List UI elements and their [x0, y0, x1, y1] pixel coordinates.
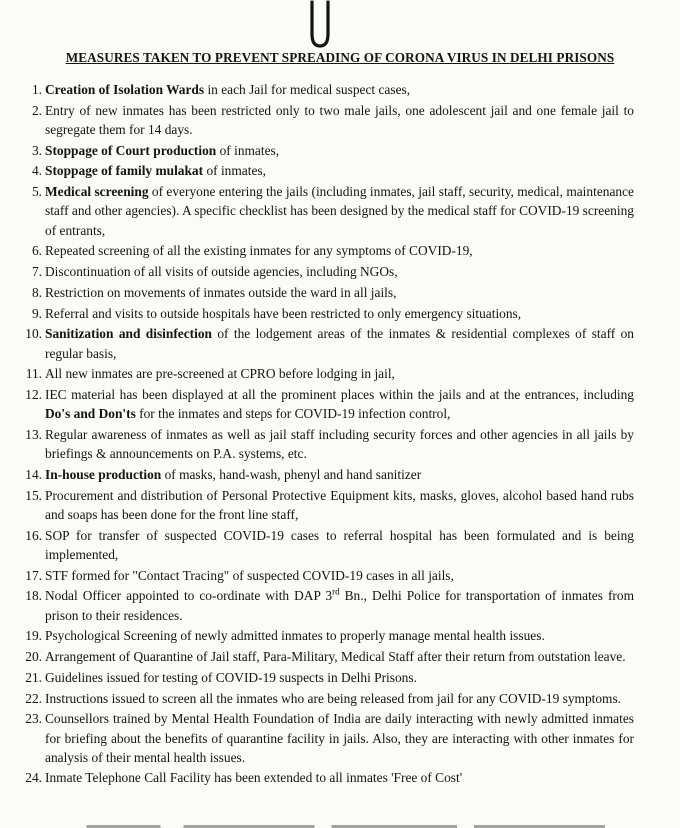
item-number: 21.	[25, 669, 42, 685]
list-item	[14, 161, 634, 180]
item-text	[45, 141, 634, 160]
item-emphasis: Stoppage of Court production	[45, 142, 217, 158]
item-text	[45, 182, 634, 240]
item-number: 8.	[31, 284, 42, 300]
item-emphasis: Medical screening	[45, 184, 149, 200]
list-item	[14, 304, 634, 323]
item-body: SOP for transfer of suspected COVID-19 cases to referral hospital has been formulated and is being implemented,	[45, 527, 634, 562]
item-text	[45, 385, 634, 423]
item-text	[45, 262, 634, 281]
item-tail: for the inmates and steps for COVID-19 infection control,	[135, 406, 451, 422]
item-text	[45, 283, 634, 302]
item-number: 6.	[31, 243, 42, 259]
list-item	[14, 141, 634, 160]
list-item	[14, 626, 634, 645]
list-item	[14, 526, 634, 564]
list-item	[14, 668, 634, 687]
list-item	[14, 709, 634, 767]
item-text	[45, 101, 634, 139]
item-number: 16.	[25, 527, 42, 543]
item-number: 4.	[31, 163, 42, 179]
item-tail: Bn., Delhi Police for transportation of inmates from prison to their residences.	[45, 588, 634, 623]
item-number: 12.	[25, 387, 42, 403]
list-item	[14, 486, 634, 524]
item-text	[45, 709, 634, 767]
item-number: 15.	[25, 487, 42, 503]
item-text	[45, 80, 634, 99]
list-item	[14, 689, 634, 708]
item-text	[45, 668, 634, 687]
item-body: Guidelines issued for testing of COVID-19 suspects in Delhi Prisons.	[45, 669, 417, 685]
item-text	[45, 161, 634, 180]
list-item	[14, 182, 634, 240]
cut-off-line	[58, 820, 628, 828]
list-item	[14, 262, 634, 281]
item-body: STF formed for "Contact Tracing" of suspected COVID-19 cases in all jails,	[45, 567, 454, 583]
item-body: Referral and visits to outside hospitals have been restricted to only emergency situations,	[45, 305, 522, 321]
item-text	[45, 304, 634, 323]
list-item	[14, 80, 634, 99]
item-text	[45, 425, 634, 463]
item-body: Procurement and distribution of Personal Protective Equipment kits, masks, gloves, alcohol based hand rubs and soaps has been done for the front line staff,	[45, 487, 634, 522]
item-number: 22.	[25, 690, 42, 706]
item-text	[45, 324, 634, 362]
item-emphasis: In-house production	[45, 466, 162, 482]
item-body: of the lodgement areas of the inmates & residential complexes of staff on regular basis,	[45, 326, 634, 361]
item-emphasis: Sanitization and disinfection	[45, 326, 212, 342]
item-number: 24.	[25, 770, 42, 786]
item-text	[45, 486, 634, 524]
item-number: 11.	[25, 366, 42, 382]
item-body: All new inmates are pre-screened at CPRO before lodging in jail,	[45, 366, 395, 382]
item-body: Psychological Screening of newly admitted inmates to properly manage mental health issues.	[45, 628, 545, 644]
item-number: 17.	[25, 567, 42, 583]
list-item	[14, 768, 634, 787]
item-body: Instructions issued to screen all the inmates who are being released from jail for any COVID-19 symptoms.	[45, 690, 622, 706]
list-item	[14, 465, 634, 484]
list-item	[14, 566, 634, 585]
item-body: in each Jail for medical suspect cases,	[204, 82, 411, 97]
item-body: Counsellors trained by Mental Health Foundation of India are daily interacting with newly admitted inmates for briefing about the benefits of quarantine facility in jails. Also, they are interacting with other inmates for analysis of their mental health issues.	[45, 711, 634, 765]
item-text	[45, 566, 634, 585]
item-number: 19.	[25, 628, 42, 644]
item-body: Repeated screening of all the existing inmates for any symptoms of COVID-19,	[45, 243, 473, 259]
item-text	[45, 626, 634, 645]
item-number: 20.	[25, 649, 42, 665]
item-number: 18.	[25, 588, 42, 604]
list-item	[14, 241, 634, 260]
item-text	[45, 768, 634, 787]
measures-list	[14, 80, 634, 789]
item-number: 1.	[31, 82, 42, 97]
list-item	[14, 586, 634, 624]
item-number: 13.	[25, 427, 42, 443]
item-text	[45, 689, 634, 708]
list-item	[14, 425, 634, 463]
list-item	[14, 324, 634, 362]
item-number: 14.	[25, 466, 42, 482]
handwritten-mark-icon	[300, 0, 340, 50]
item-number: 2.	[31, 102, 42, 118]
item-body: of inmates,	[216, 142, 280, 158]
item-emphasis: Creation of Isolation Wards	[45, 82, 205, 97]
item-text	[45, 647, 634, 666]
item-body: of masks, hand-wash, phenyl and hand sanitizer	[161, 466, 422, 482]
item-number: 10.	[25, 326, 42, 342]
item-number: 23.	[25, 711, 42, 727]
list-item	[14, 283, 634, 302]
item-body: Inmate Telephone Call Facility has been extended to all inmates 'Free of Cost'	[45, 770, 463, 786]
list-item	[14, 385, 634, 423]
list-item	[14, 364, 634, 383]
item-number: 3.	[31, 142, 42, 158]
item-superscript: rd	[332, 586, 340, 597]
item-body: Arrangement of Quarantine of Jail staff, Para-Military, Medical Staff after their return from outstation leave.	[45, 649, 626, 665]
item-body: Nodal Officer appointed to co-ordinate with DAP 3	[45, 588, 333, 604]
item-text	[45, 465, 634, 484]
item-body: Entry of new inmates has been restricted only to two male jails, one adolescent jail and one female jail to segregate them for 14 days.	[45, 102, 634, 137]
item-body: IEC material has been displayed at all the prominent places within the jails and at the entrances, including	[45, 387, 634, 403]
list-item	[14, 101, 634, 139]
item-text	[45, 364, 634, 383]
item-number: 9.	[31, 305, 42, 321]
item-body: Regular awareness of inmates as well as jail staff including security forces and other agencies in all jails by briefings & announcements on P.A. systems, etc.	[45, 427, 634, 462]
item-body: of everyone entering the jails (including inmates, jail staff, security, medical, maintenance staff and other agencies). A specific checklist has been designed by the medical staff for COVID-19 screening of entrants,	[45, 184, 634, 238]
item-emphasis: Stoppage of family mulakat	[45, 163, 204, 179]
item-body: of inmates,	[203, 163, 266, 179]
list-item	[14, 647, 634, 666]
item-text	[45, 586, 634, 624]
item-text	[45, 526, 634, 564]
item-number: 5.	[31, 184, 42, 200]
item-number: 7.	[31, 264, 42, 280]
page-title: MEASURES TAKEN TO PREVENT SPREADING OF CORONA VIRUS IN DELHI PRISONS	[65, 50, 615, 65]
item-emphasis: Do's and Don'ts	[45, 406, 136, 422]
item-body: Restriction on movements of inmates outside the ward in all jails,	[45, 284, 397, 300]
item-body: Discontinuation of all visits of outside agencies, including NGOs,	[45, 264, 398, 280]
item-text	[45, 241, 634, 260]
